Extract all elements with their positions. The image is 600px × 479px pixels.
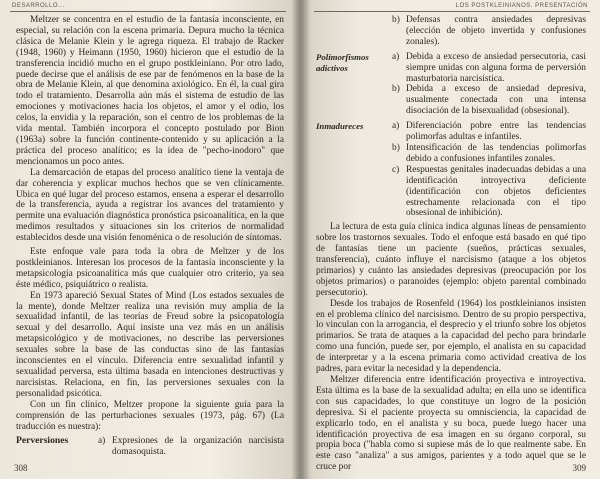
entry-inmadureces	[316, 121, 586, 219]
item-text: Diferenciación pobre entre las tendencias polimorfas adultas e infantiles.	[406, 121, 586, 143]
right-paragraph-1: La lectura de esta guía clínica indica algunas líneas de pensamiento sobre los trastornos sexuales. Todo el enfoque está basado en qué tipo de fantasías tiene un paciente (sueños, prácticas sexuales, transferencia), cuánto influye el narcisismo (ataque a los objetos primarios) y cuánto las ansiedades depresivas (preocupación por los objetos primarios) o paranoides (ejemplo: objeto parental combinado persecutorio).	[316, 222, 586, 298]
left-page-number: 308	[14, 463, 28, 473]
left-paragraph-1: Meltzer se concentra en el estudio de la fantasía inconsciente, en especial, su relación con la escena primaria. Depura mucho la técnica clásica de Melanie Klein y le agrega riqueza. El trabajo de Racker (1948, 1960) y Heimann (1950, 1960) hicieron que el estudio de la transferencia incidió mucho en el grupo postkleiniano. Por otro lado, puede decirse que el análisis de ese par de fenómenos en la base de la obra de Melanie Klein, al que denomina axiológico. En él, la cual gira todo el tratamiento. Desarrolla aún más el sistema de estudio de las emociones y motivaciones hacia los objetos, el amor y el odio, los celos, la envidia y la reparación, son el centro de los problemas de la vida mental. También incorpora el concepto postulado por Bion (1963a) sobre la función continente-contenido y su aplicación a la práctica del proceso analítico; es la idea de "pecho-inodoro" que mencionamos un poco antes.	[16, 15, 284, 167]
item-text: Debida a exceso de ansiedad depresiva, usualmente conectada con una intensa disociación de la bisexualidad (obsesional).	[406, 84, 586, 117]
left-running-head: DESARROLLO...	[12, 3, 65, 9]
entry-heading-empty	[316, 15, 392, 48]
entry-heading-perversiones: Perversiones	[16, 435, 69, 447]
left-text-block	[16, 15, 284, 458]
entry-heading-inmadureces: Inmadureces	[316, 121, 364, 132]
right-paragraph-3: Meltzer diferencia entre identificación proyectiva e introyectiva. Esta última es la base de la sexualidad adulta; en ella uno se identifica con sus capacidades, lo que constituye un logro de la posición depresiva. Si el paciente proyecta su omnisciencia, la capacidad de explicarlo todo, en el analista y su boca, puede luego hacer una identificación proyectiva de esa imagen en su órgano corporal, su propia boca ("habla como si supiese más de lo que realmente sabe. En este caso "analiza" a sus amigos, parientes y a todo aquel que se le cruce por	[316, 375, 586, 473]
item-label: b)	[392, 15, 400, 25]
left-paragraph-3: Este enfoque vale para toda la obra de Meltzer y de los postkleinianos. Interesan los procesos de la fantasía inconsciente y la metapsicología psicoanalítica más que cualquier otro criterio, ya sea éste médico, psiquiátrico o realista.	[16, 247, 284, 290]
right-page-number: 309	[572, 463, 586, 473]
item-text: Debida a exceso de ansiedad persecutoria, casi siempre unidas con alguna forma de perversión masturbatoria narcisística.	[406, 51, 586, 84]
item-text: Expresiones de la organización narcisista domasoquista.	[112, 436, 284, 458]
right-page	[300, 0, 600, 479]
entry-heading-polimorfismos: Polimorfismos adictivos	[316, 51, 369, 73]
list-item	[392, 143, 586, 165]
entry-items	[392, 121, 586, 219]
item-label: a)	[98, 436, 106, 447]
entry-items	[392, 52, 586, 117]
item-label: b)	[392, 84, 400, 95]
item-text: Intensificación de las tendencias polimorfas debido a confusiones infantiles zonales.	[406, 142, 586, 164]
continued-entry	[316, 15, 586, 48]
left-header-rule	[10, 11, 286, 12]
entry-items	[98, 436, 284, 458]
item-label: b)	[392, 142, 400, 153]
left-paragraph-4: En 1973 apareció Sexual States of Mind (Los estados sexuales de la mente), donde Meltzer realiza una revisión muy amplia de la sexualidad infantil, de las teorías de Freud sobre la psicopatología sexual y del desarrollo. Aquí insiste una vez más en un análisis metapsicológico y de motivaciones, no describe las perversiones sexuales sobre la base de las conductas sino de las fantasías inconscientes en el vínculo. Diferencia entre sexualidad infantil y sexualidad perversa, esta última basada en intenciones destructivas y narcisistas. Relaciona, en fin, las perversiones sexuales con la personalidad psicótica.	[16, 290, 284, 399]
item-label: c)	[392, 164, 400, 175]
entry-items	[392, 15, 586, 48]
list-item	[392, 84, 586, 117]
item-label: a)	[392, 51, 400, 62]
item-text: Respuestas genitales inadecuadas debidas a una identificación introyectiva deficiente (identificación con objetos deficientes estrechamente relacionada con el tipo obsesional de inhibición).	[406, 164, 586, 219]
list-item	[98, 436, 284, 458]
right-running-head: LOS POSTKLEINIANOS. PRESENTACIÓN	[455, 3, 588, 9]
right-text-block	[316, 15, 586, 473]
right-paragraph-2: Desde los trabajos de Rosenfeld (1964) los postkleinianos insisten en el problema clínico del narcisismo. Dentro de su propio perspectiva, lo vinculan con la arrogancia, el desprecio y el triunfo sobre los objetos primarios. Se trata de ataques a la capacidad del pecho para brindarle como una función, puede ser, por ejemplo, el analista en su capacidad de interpretar y a la escena primaria como actividad creativa de los padres, para evitar la necesidad y la dependencia.	[316, 298, 586, 375]
entry-polimorfismos	[316, 52, 586, 117]
list-item	[392, 165, 586, 220]
list-item	[392, 15, 586, 48]
item-label: a)	[392, 121, 400, 132]
left-paragraph-5: Con un fin clínico, Meltzer propone la siguiente guía para la comprensión de las perturbaciones sexuales (1973, pág. 67) (La traducción es nuestra):	[16, 399, 284, 432]
left-guide-entry	[16, 436, 284, 458]
item-text: Defensas contra ansiedades depresivas (elección de objeto invertida y confusiones zonales).	[406, 15, 586, 47]
left-paragraph-2: La demarcación de etapas del proceso analítico tiene la ventaja de dar coherencia y explicar muchos hechos que se ven clínicamente. Ubica en qué lugar del proceso estamos, ensena a esperar el desarrollo de la transferencia, ayuda a registrar los avances del tratamiento y permite una evaluación diagnóstica pronóstica psicoanalítica, en la que medimos resultados y situaciones sin los criterios de normalidad establecidos desde una visión fenoménica o de resolución de síntomas.	[16, 167, 284, 244]
right-header-rule	[314, 11, 590, 12]
list-item	[392, 52, 586, 85]
list-item	[392, 121, 586, 143]
